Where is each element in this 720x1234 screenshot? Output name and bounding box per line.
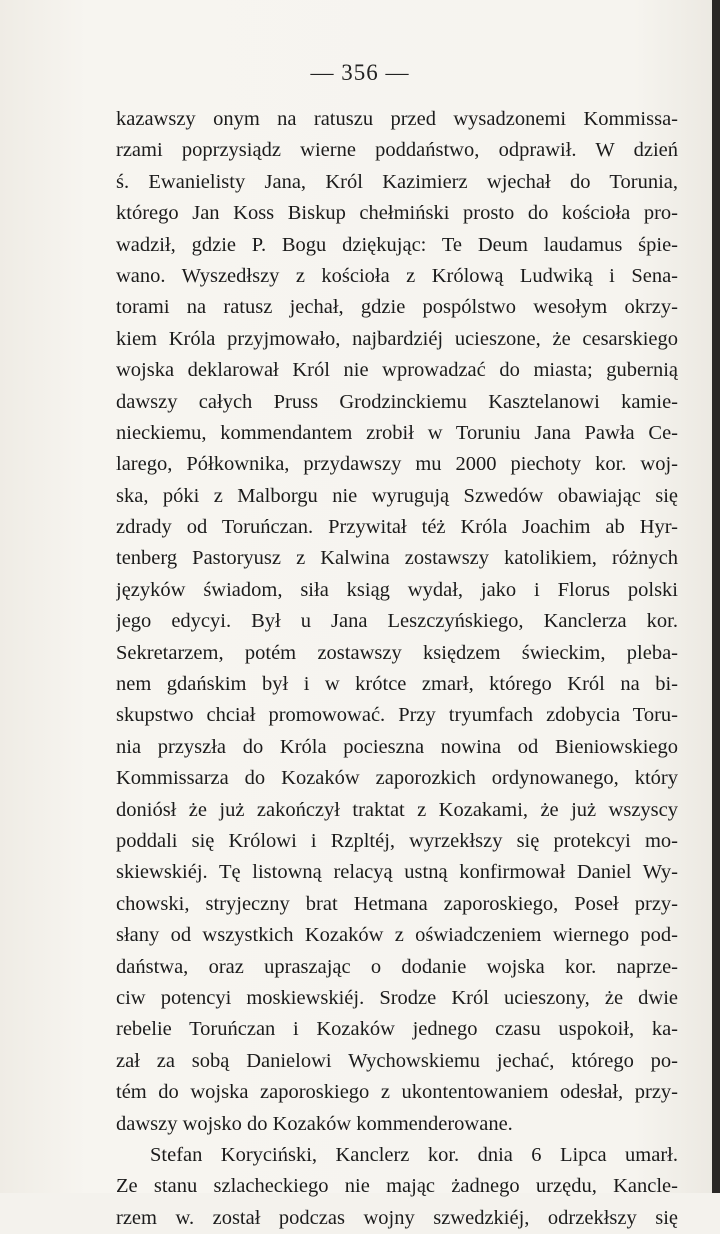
text-line: słany od wszystkich Kozaków z oświadczeniem wiernego pod- bbox=[116, 924, 678, 947]
text-line: daństwa, oraz upraszając o dodanie wojska kor. naprze- bbox=[116, 955, 678, 978]
text-line: ciw potencyi moskiewskiéj. Srodze Król ucieszony, że dwie bbox=[116, 986, 678, 1009]
text-line: Kommissarza do Kozaków zaporozkich ordynowanego, który bbox=[116, 767, 678, 790]
text-line: poddali się Królowi i Rzpltéj, wyrzekłszy się protekcyi mo- bbox=[116, 829, 678, 852]
text-line: jego edycyi. Był u Jana Leszczyńskiego, Kanclerza kor. bbox=[116, 610, 678, 633]
text-line: nieckiemu, kommendantem zrobił w Toruniu Jana Pawła Ce- bbox=[116, 421, 678, 444]
text-line: rzami poprzysiądz wierne poddaństwo, odprawił. W dzień bbox=[116, 139, 678, 162]
text-line: ś. Ewanielisty Jana, Król Kazimierz wjechał do Torunia, bbox=[116, 170, 678, 193]
text-line: dawszy wojsko do Kozaków kommenderowane. bbox=[116, 1112, 513, 1135]
text-line: chowski, stryjeczny brat Hetmana zaporoskiego, Poseł przy- bbox=[116, 892, 678, 915]
text-line: języków świadom, siła ksiąg wydał, jako i Florus polski bbox=[116, 578, 678, 601]
text-line: którego Jan Koss Biskup chełmiński prosto do kościoła pro- bbox=[116, 202, 678, 225]
text-line: nem gdańskim był i w krótce zmarł, którego Król na bi- bbox=[116, 673, 678, 696]
text-line: skupstwo chciał promowować. Przy tryumfach zdobycia Toru- bbox=[116, 704, 678, 727]
text-line: Stefan Koryciński, Kanclerz kor. dnia 6 Lipca umarł. bbox=[150, 1143, 678, 1166]
text-line: kiem Króla przyjmowało, najbardziéj ucieszone, że cesarskiego bbox=[116, 327, 678, 350]
text-line: Sekretarzem, potém zostawszy księdzem świeckim, pleba- bbox=[116, 641, 678, 664]
text-line: zdrady od Toruńczan. Przywitał téż Króla Joachim ab Hyr- bbox=[116, 516, 678, 539]
text-line: tém do wojska zaporoskiego z ukontentowaniem odesłał, przy- bbox=[116, 1081, 678, 1104]
text-line: Ze stanu szlacheckiego nie mając żadnego urzędu, Kancle- bbox=[116, 1175, 678, 1198]
page-number: — 356 — bbox=[310, 60, 410, 85]
text-line: doniósł że już zakończył traktat z Kozakami, że już wszyscy bbox=[116, 798, 678, 821]
text-line: larego, Półkownika, przydawszy mu 2000 piechoty kor. woj- bbox=[116, 453, 678, 476]
text-line: kazawszy onym na ratuszu przed wysadzonemi Kommissa- bbox=[116, 108, 678, 130]
text-line: nia przyszła do Króla pocieszna nowina od Bieniowskiego bbox=[116, 735, 678, 758]
page-edge-shadow bbox=[712, 0, 720, 1193]
text-line: tenberg Pastoryusz z Kalwina zostawszy katolikiem, różnych bbox=[116, 547, 678, 570]
text-line: zał za sobą Danielowi Wychowskiemu jechać, którego po- bbox=[116, 1049, 678, 1072]
text-line: ska, póki z Malborgu nie wyrugują Szwedów obawiając się bbox=[116, 484, 678, 507]
text-line: wojska deklarował Król nie wprowadzać do miasta; gubernią bbox=[116, 359, 678, 382]
text-line: torami na ratusz jechał, gdzie pospólstwo wesołym okrzy- bbox=[116, 296, 678, 319]
text-line: rzem w. został podczas wojny szwedzkiéj, odrzekłszy się bbox=[116, 1206, 678, 1229]
text-line: wano. Wyszedłszy z kościoła z Królową Ludwiką i Sena- bbox=[116, 264, 678, 287]
body-text bbox=[116, 104, 678, 1234]
text-line: skiewskiéj. Tę listowną relacyą ustną konfirmował Daniel Wy- bbox=[116, 861, 678, 884]
text-line: rebelie Toruńczan i Kozaków jednego czasu uspokoił, ka- bbox=[116, 1018, 678, 1041]
text-line: wadził, gdzie P. Bogu dziękując: Te Deum laudamus śpie- bbox=[116, 233, 678, 256]
text-line: dawszy całych Pruss Grodzinckiemu Kasztelanowi kamie- bbox=[116, 390, 678, 413]
